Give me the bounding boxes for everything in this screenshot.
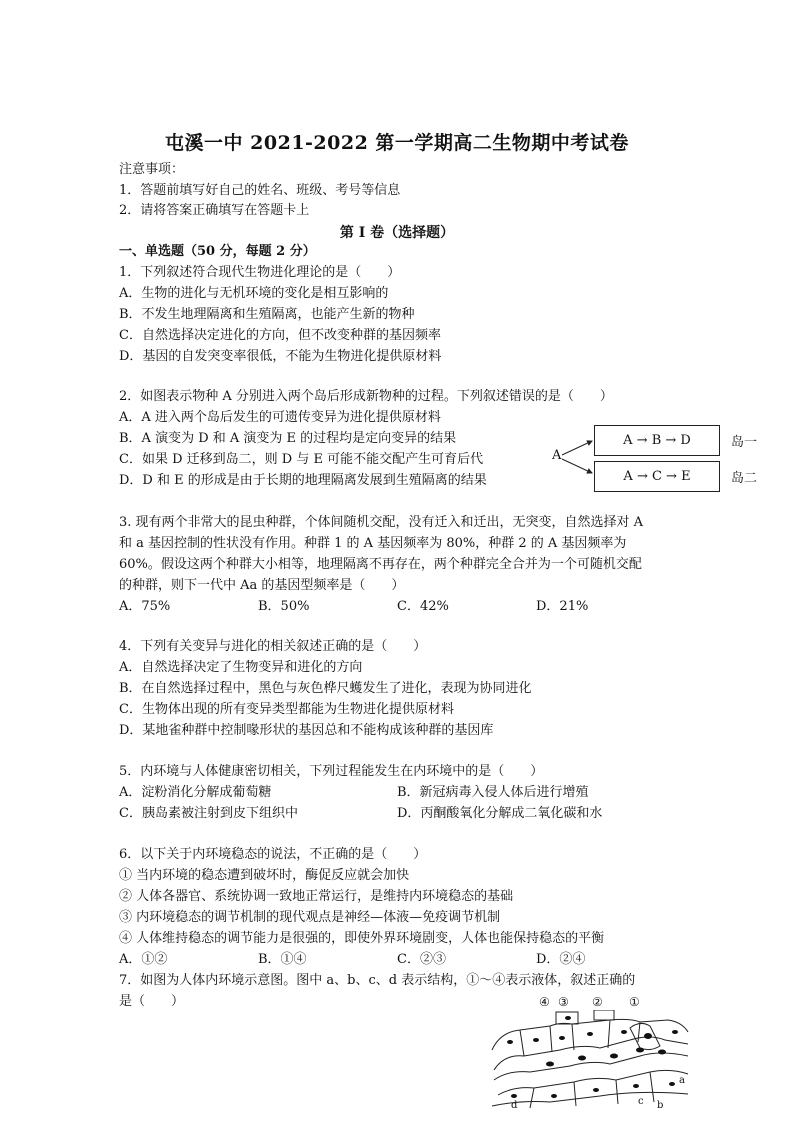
q6-statement-2: ② 人体各器官、系统协调一致地正常运行，是维持内环境稳态的基础 xyxy=(119,889,514,904)
q5-stem: 5．内环境与人体健康密切相关，下列过程能发生在内环境中的是（ ） xyxy=(119,764,544,779)
notice-item-2: 2．请将答案正确填写在答题卡上 xyxy=(119,203,310,218)
q3-option-c: C．42% xyxy=(397,599,449,614)
q6-option-d: D．②④ xyxy=(536,952,586,967)
notice-heading: 注意事项： xyxy=(119,162,185,177)
q4-stem: 4．下列有关变异与进化的相关叙述正确的是（ ） xyxy=(119,639,427,654)
q6-statement-1: ① 当内环境的稳态遭到破坏时，酶促反应就会加快 xyxy=(119,868,410,883)
q2-source-label: A xyxy=(552,448,562,463)
q5-option-b: B．新冠病毒入侵人体后进行增殖 xyxy=(397,785,589,800)
q6-option-b: B．①④ xyxy=(258,952,307,967)
q1-option-d: D．基因的自发突变率很低，不能为生物进化提供原材料 xyxy=(119,349,442,364)
q3-line-2: 和 a 基因控制的性状没有作用。种群 1 的 A 基因频率为 80%，种群 2 的 A 基因频率为 xyxy=(119,536,627,551)
q2-option-a: A．A 进入两个岛后发生的可遗传变异为进化提供原材料 xyxy=(119,410,441,425)
island2-label: 岛二 xyxy=(731,471,758,486)
q6-statement-4: ④ 人体维持稳态的调节能力是很强的，即使外界环境剧变，人体也能保持稳态的平衡 xyxy=(119,931,605,946)
q2-option-b: B．A 演变为 D 和 A 演变为 E 的过程均是定向变异的结果 xyxy=(119,431,457,446)
q4-option-c: C．生物体出现的所有变异类型都能为生物进化提供原材料 xyxy=(119,702,454,717)
q7-label-b: b xyxy=(657,1100,664,1111)
q3-line-1: 3. 现有两个非常大的昆虫种群，个体间随机交配，没有迁入和迁出，无突变，自然选择对 A xyxy=(119,515,644,530)
q7-label-2: ② xyxy=(592,995,603,1009)
q1-option-b: B．不发生地理隔离和生殖隔离，也能产生新的物种 xyxy=(119,307,415,322)
island2-box xyxy=(594,461,720,492)
q7-label-a: a xyxy=(679,1075,685,1086)
q6-statement-3: ③ 内环境稳态的调节机制的现代观点是神经—体液—免疫调节机制 xyxy=(119,910,501,925)
island1-chain: A → B → D xyxy=(623,433,691,448)
q2-branch-arrows xyxy=(560,435,596,481)
q3-line-3: 60%。假设这两个种群大小相等，地理隔离不再存在，两个种群完全合并为一个可随机交配 xyxy=(119,557,642,572)
q4-option-a: A．自然选择决定了生物变异和进化的方向 xyxy=(119,660,363,675)
q3-option-a: A．75% xyxy=(119,599,171,614)
q2-option-d: D．D 和 E 的形成是由于长期的地理隔离发展到生殖隔离的结果 xyxy=(119,473,487,488)
q7-label-c: c xyxy=(638,1096,644,1107)
q1-option-a: A．生物的进化与无机环境的变化是相互影响的 xyxy=(119,286,389,301)
q7-line-1: 7．如图为人体内环境示意图。图中 a、b、c、d 表示结构，①～④表示液体，叙述正确的 xyxy=(119,973,636,988)
q2-option-c: C．如果 D 迁移到岛二，则 D 与 E 可能不能交配产生可育后代 xyxy=(119,452,484,467)
q6-option-c: C．②③ xyxy=(397,952,446,967)
q7-label-d: d xyxy=(511,1100,518,1111)
q3-option-b: B．50% xyxy=(258,599,310,614)
island1-label: 岛一 xyxy=(731,435,758,450)
q7-label-4: ④ xyxy=(539,995,550,1009)
q7-label-3: ③ xyxy=(558,995,569,1009)
q5-option-c: C．胰岛素被注射到皮下组织中 xyxy=(119,806,298,821)
tissue-illustration xyxy=(490,1010,690,1110)
section1-title: 一、单选题（50 分，每题 2 分） xyxy=(119,244,316,259)
part-title: 第 I 卷（选择题） xyxy=(339,225,455,241)
q1-stem: 1．下列叙述符合现代生物进化理论的是（ ） xyxy=(119,265,401,280)
q6-stem: 6．以下关于内环境稳态的说法，不正确的是（ ） xyxy=(119,847,427,862)
q3-line-4: 的种群，则下一代中 Aa 的基因型频率是（ ） xyxy=(119,578,405,593)
q3-option-d: D．21% xyxy=(536,599,589,614)
q2-stem: 2．如图表示物种 A 分别进入两个岛后形成新物种的过程。下列叙述错误的是（ ） xyxy=(119,389,613,404)
q6-option-a: A．①② xyxy=(119,952,168,967)
q1-option-c: C．自然选择决定进化的方向，但不改变种群的基因频率 xyxy=(119,328,441,343)
q7-label-1: ① xyxy=(629,995,640,1009)
q5-option-a: A．淀粉消化分解成葡萄糖 xyxy=(119,785,272,800)
island1-box xyxy=(594,425,720,456)
island2-chain: A → C → E xyxy=(623,469,691,484)
exam-title: 屯溪一中 2021-2022 第一学期高二生物期中考试卷 xyxy=(165,132,629,154)
q5-option-d: D．丙酮酸氧化分解成二氧化碳和水 xyxy=(397,806,603,821)
q4-option-b: B．在自然选择过程中，黑色与灰色桦尺蠖发生了进化，表现为协同进化 xyxy=(119,681,532,696)
q7-line-2: 是（ ） xyxy=(119,994,185,1009)
notice-item-1: 1．答题前填写好自己的姓名、班级、考号等信息 xyxy=(119,183,401,198)
q4-option-d: D．某地雀种群中控制喙形状的基因总和不能构成该种群的基因库 xyxy=(119,723,494,738)
